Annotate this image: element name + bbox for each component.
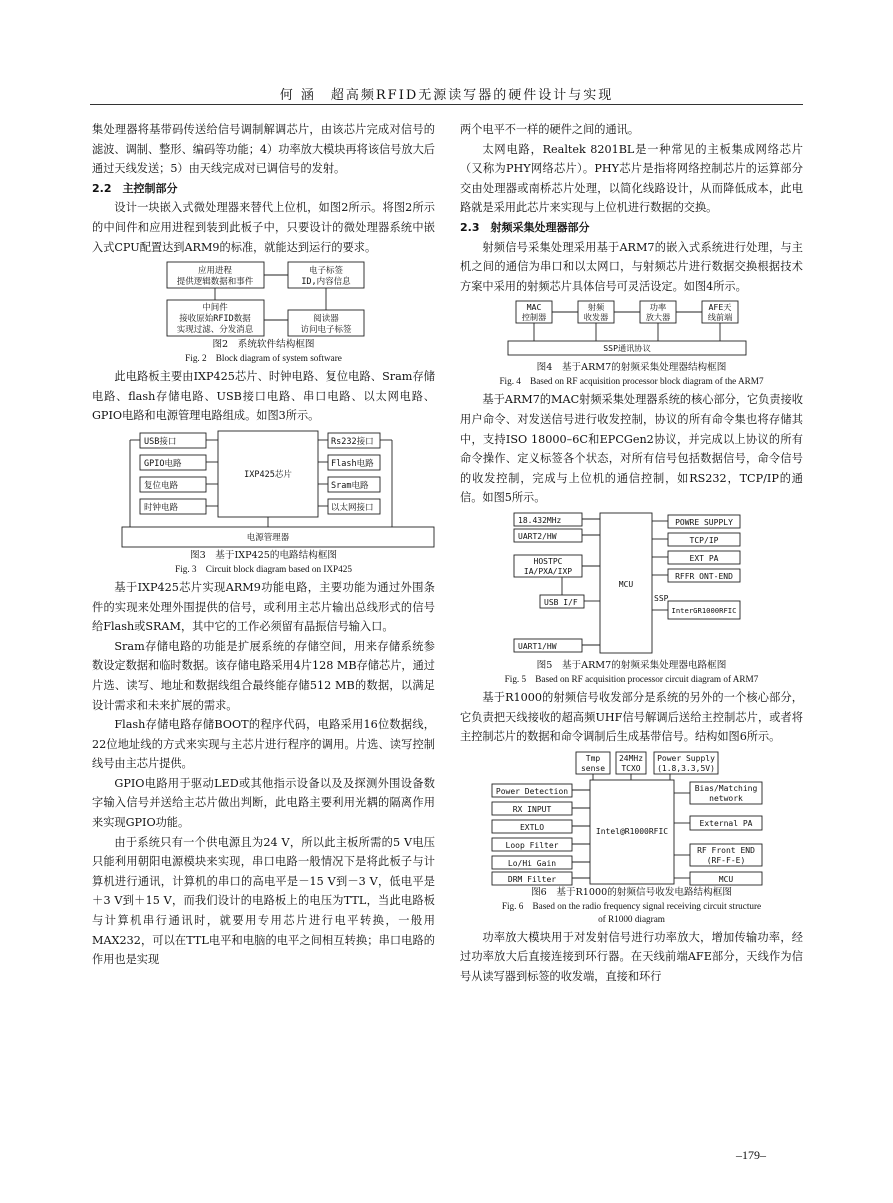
fig2-box3-line3: 实现过滤、分发消息 [176,325,254,336]
fig5-right-3: EXT PA [689,553,719,563]
paragraph: 基于IXP425芯片实现ARM9功能电路，主要功能为通过外围条件的实现来处理外围提供的信号，或利用主芯片输出总线形式的信号给Flash或SRAM，其中它的工作必须留有晶振信号输入口。 [92,580,435,634]
fig3-left-4: 时钟电路 [144,502,179,513]
fig5-left-1: 18.432MHz [518,515,562,525]
figure-6-caption-cn: 图6 基于R1000的射频信号收发电路结构框图 [531,886,732,898]
fig6-right-3b: (RF-F-E) [706,855,746,865]
fig4-b4-l2: 线前端 [707,312,733,323]
figure-6-caption-en-2: of R1000 diagram [598,913,665,924]
fig6-right-1b: network [709,793,743,803]
fig2-box1-line2: 提供逻辑数据和事件 [176,277,254,288]
fig3-right-1: Rs232接口 [331,436,374,447]
figure-2-diagram [92,260,435,338]
figure-6 [460,750,803,926]
figure-5-caption-en: Fig. 5 Based on RF acquisition processor circuit diagram of ARM7 [504,673,759,684]
fig6-right-4: MCU [718,874,734,884]
fig5-right-5: InterGR1000RFIC [671,605,737,615]
fig6-left-1: Power Detection [495,786,569,796]
fig6-left-2: RX INPUT [512,804,552,814]
paragraph: Flash存储电路存储BOOT的程序代码，电路采用16位数据线，22位地址线的方式来实现与主芯片进行程序的调用。片选、读写控制线号由主芯片提供。 [92,718,435,771]
fig5-right-2: TCP/IP [689,535,719,545]
figure-5-diagram [460,511,803,659]
fig6-top-1b: sense [580,763,606,773]
fig3-left-1: USB接口 [144,436,177,447]
fig6-left-5: Lo/Hi Gain [507,858,557,868]
fig2-box1-line1: 应用进程 [197,266,233,277]
figure-4 [460,299,803,388]
fig4-b1-l1: MAC [526,302,542,313]
paragraph: 此电路板主要由IXP425芯片、时钟电路、复位电路、Sram存储电路、flash存储电路、USB接口电路、串口电路、以太网电路、GPIO电路和电源管理电路组成。如图3所示。 [92,370,435,423]
fig5-left-2: UART2/HW [518,531,557,541]
fig5-left-5: UART1/HW [518,641,557,651]
fig4-b2-l2: 收发器 [583,312,609,323]
fig3-left-2: GPIO电路 [144,458,182,469]
figure-4-diagram [460,299,803,361]
fig6-left-6: DRM Filter [507,874,557,884]
fig6-top-1a: Tmp [585,753,601,763]
paragraph: 太网电路，Realtek 8201BL是一种常见的主板集成网络芯片（又称为PHY网络芯片）。PHY芯片是指将网络控制芯片的运算部分交由处理器或南桥芯片处理，以简化线路设计，从而降低成本，此电路就是采用此芯片来实现与上位机进行数据的交换。 [460,142,803,215]
fig2-box2-line1: 电子标签 [308,266,344,277]
figure-3-diagram [92,429,435,549]
section-heading-2-3: 2.3 射频采集处理器部分 [460,220,590,234]
fig4-b3-l1: 功率 [649,302,667,313]
header-rule [90,104,803,105]
figure-3 [92,429,435,576]
fig2-box4-line1: 阅读器 [313,314,339,325]
page-number: –179– [736,1148,766,1162]
figure-6-caption-en-1: Fig. 6 Based on the radio frequency signal receiving circuit structure [501,900,762,911]
fig5-left-3a: HOSTPC [533,556,563,566]
fig5-center: MCU [618,579,634,589]
fig6-right-3a: RF Front END [697,845,755,855]
figure-2-caption-cn: 图2 系统软件结构框图 [212,339,315,351]
paragraph: 基于R1000的射频信号收发部分是系统的另外的一个核心部分，它负责把天线接收的超高频UHF信号解调后送给主控制芯片，或者将主控制芯片的数据和命令调制后生成基带信号。结构如图6所示。 [460,690,803,744]
fig6-left-4: Loop Filter [505,840,559,850]
right-column [460,120,803,986]
paragraph: 射频信号采集处理采用基于ARM7的嵌入式系统进行处理，与主机之间的通信为串口和以太网口，与射频芯片进行数据交换根据技术方案中采用的射频芯片具体信号可灵活设定。如图4所示。 [460,240,803,293]
fig5-left-3b: IA/PXA/IXP [523,566,573,576]
fig2-box3-line2: 接收原始RFID数据 [179,314,251,325]
fig6-top-3b: (1.8,3.3,5V) [657,763,715,773]
fig2-box2-line2: ID,内容信息 [301,277,351,288]
paragraph: 基于ARM7的MAC射频采集处理器系统的核心部分，它负责接收用户命令、对发送信号进行收发控制，协议的所有命令集也将存储其中，支持ISO 18000–6C和EPCGen2协议，并完成以上协议的所有命令操作、定义标签各个状态，对所有信号包括数据信号，命令信号的收发控制，完成与上位机的通信控制，如RS232，TCP/IP的通信。如图5所示。 [460,393,803,505]
fig4-b4-l1: AFE天 [708,302,732,313]
fig5-right-1: POWRE SUPPLY [675,517,733,527]
figure-4-caption-en: Fig. 4 Based on RF acquisition processor block diagram of the ARM7 [499,376,764,387]
figure-5-caption-cn: 图5 基于ARM7的射频采集处理器电路框图 [536,659,727,671]
fig5-ssp: SSP [654,593,669,603]
fig4-b1-l2: 控制器 [521,312,547,323]
fig6-top-2a: 24MHz [618,753,644,763]
fig3-center: IXP425芯片 [244,469,292,480]
fig4-bus: SSP通讯协议 [603,343,651,354]
paragraph: 设计一块嵌入式微处理器来替代上位机，如图2所示。将图2所示的中间件和应用进程到装到此板子中，只要设计的微处理器系统中嵌入式CPU配置达到ARM9的标准，就能达到运行的要求。 [92,201,435,254]
fig6-top-2b: TCXO [621,763,641,773]
fig6-center: Intel@R1000RFIC [595,826,669,836]
figure-5 [460,511,803,686]
paragraph: 功率放大模块用于对发射信号进行功率放大，增加传输功率，经过功率放大后直接连接到环行器。在天线前端AFE部分，天线作为信号从读写器到标签的收发端，直接和环行 [460,930,803,983]
fig6-right-2: External PA [699,818,753,828]
figure-2 [92,260,435,365]
figure-2-caption-en: Fig. 2 Block diagram of system software [185,353,342,364]
fig6-top-3a: Power Supply [657,753,715,763]
fig6-left-3: EXTLO [519,822,545,832]
left-column [92,120,435,970]
fig3-left-3: 复位电路 [144,480,179,491]
fig2-box4-line2: 访问电子标签 [300,325,352,336]
figure-6-diagram [460,750,803,886]
fig4-b3-l2: 放大器 [645,312,671,323]
paragraph: 两个电平不一样的硬件之间的通讯。 [460,123,640,136]
fig3-bottom: 电源管理器 [246,532,290,543]
figure-3-caption-en: Fig. 3 Circuit block diagram based on IXP425 [175,563,352,574]
paragraph: 由于系统只有一个供电源且为24 V，所以此主板所需的5 V电压只能利用朝阳电源模块来实现，串口电路一般情况下是将此板子与计算机进行通讯，计算机的串口的高电平是－15 V到－3 V，低电平是＋3 V到＋15 V，而我们设计的电路板上的电压为TTL，当此电路板与计算机串行通讯时，就要用专用芯片进行电平转换，一般用MAX232，可以在TTL电平和电脑的电平之间相互转换；串口电路的作用也是实现 [92,835,435,967]
figure-3-caption-cn: 图3 基于IXP425的电路结构框图 [189,549,338,561]
fig3-right-4: 以太网接口 [331,502,374,513]
section-heading-2-2: 2.2 主控制部分 [92,181,178,195]
figure-4-caption-cn: 图4 基于ARM7的射频采集处理器结构框图 [536,362,727,374]
fig5-right-4: RFFR ONT-END [675,571,733,581]
fig3-right-2: Flash电路 [331,458,374,469]
paragraph: GPIO电路用于驱动LED或其他指示设备以及及探测外围设备数字输入信号并送给主芯片做出判断，此电路主要利用光耦的隔离作用来实现GPIO功能。 [92,776,435,830]
fig6-right-1a: Bias/Matching [694,783,758,793]
fig4-b2-l1: 射频 [587,302,605,313]
fig5-left-4: USB I/F [544,597,578,607]
paragraph: Sram存储电路的功能是扩展系统的存储空间，用来存储系统参数设定数据和临时数据。该存储电路采用4片128 MB存储芯片，通过片选、读写、地址和数据线组合最终能存储512 MB的数据，以满足设计需求和未来扩展的需求。 [92,639,435,712]
paragraph: 集处理器将基带码传送给信号调制解调芯片，由该芯片完成对信号的滤波、调制、整形、编码等功能；4）功率放大模块再将该信号放大后通过天线发送；5）由天线完成对已调信号的发射。 [92,123,435,176]
fig2-box3-line1: 中间件 [202,303,228,314]
fig3-right-3: Sram电路 [331,480,369,491]
running-header: 何 涵 超高频RFID无源读写器的硬件设计与实现 [279,88,614,103]
